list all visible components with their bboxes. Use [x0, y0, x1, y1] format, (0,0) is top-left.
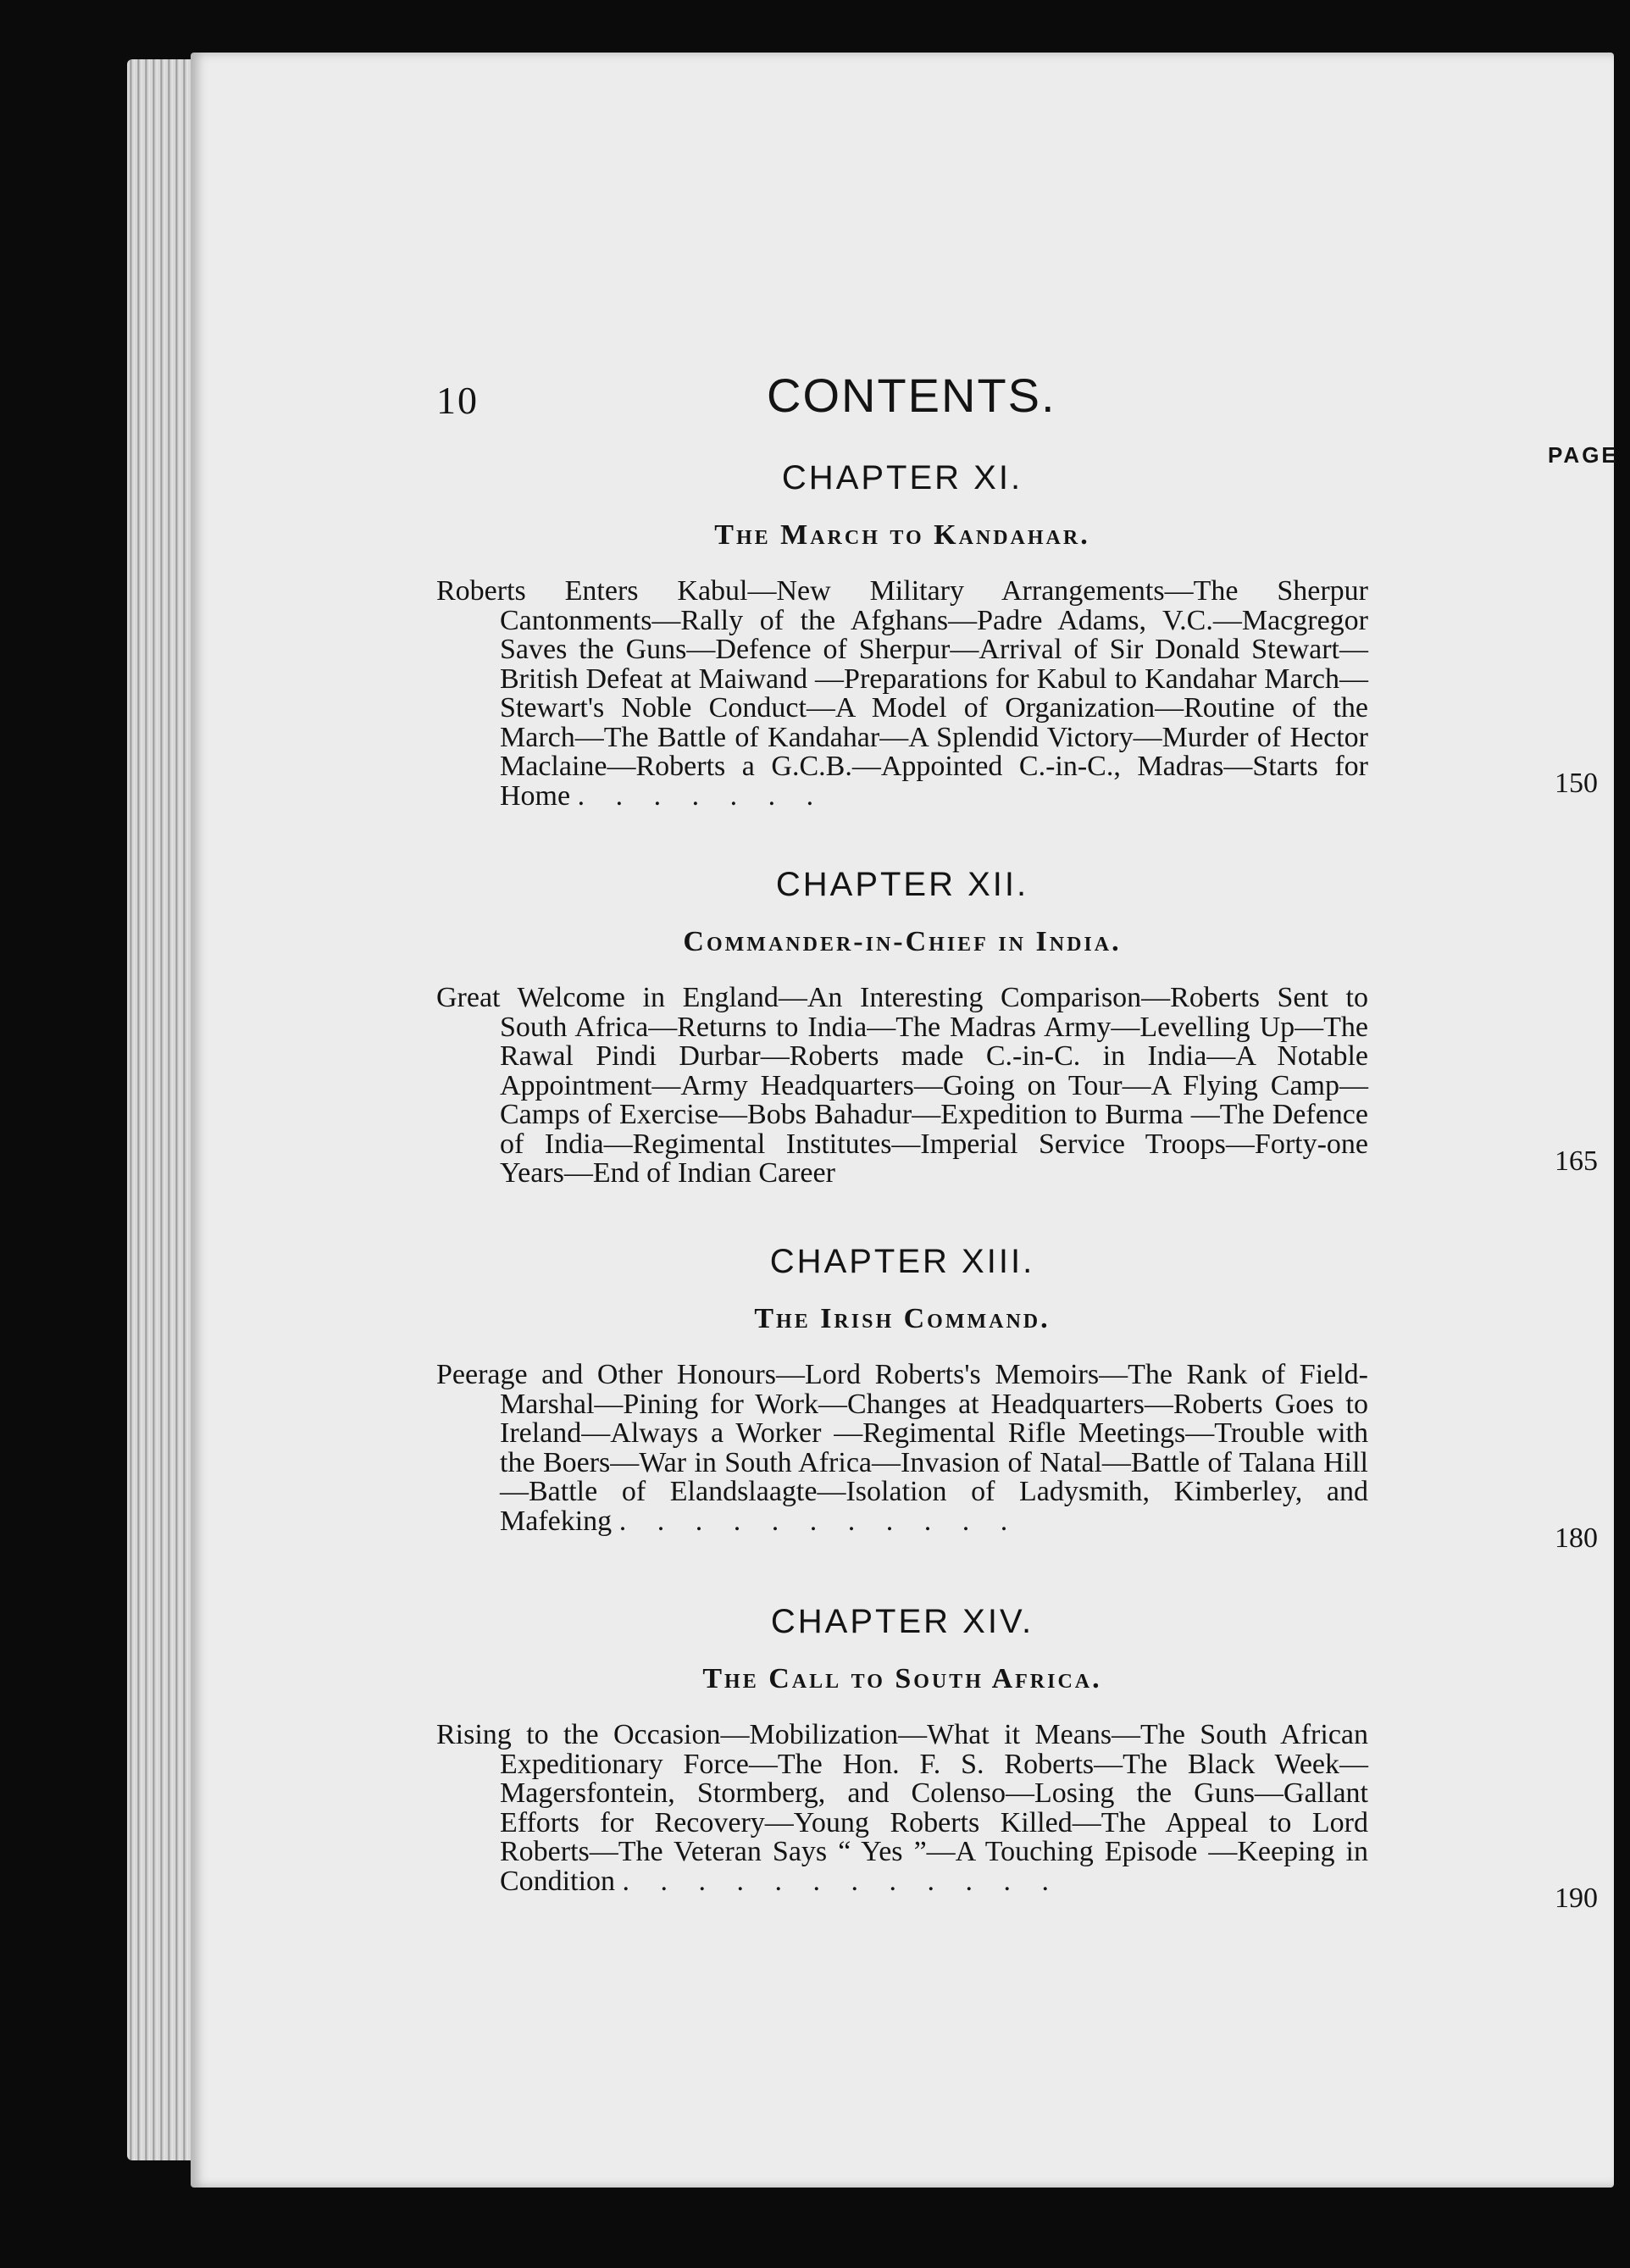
- contents-block: [436, 307, 1619, 1914]
- page-number: 180: [1555, 1522, 1598, 1554]
- chapter-title: The March to Kandahar.: [714, 519, 1090, 551]
- synopsis-text: Roberts Enters Kabul—New Military Arrangements—The Sherpur Cantonments—Rally of the Afghans—Padre Adams, V.C.—Macgregor Saves the Guns—Defence of Sherpur—Arrival of Sir Donald Stewart—British Defeat at Maiwand —Preparations for Kabul to Kandahar March—Stewart's Noble Conduct—A Model of Organization—Routine of the March—The Battle of Kandahar—A Splendid Victory—Murder of Hector Maclaine—Roberts a G.C.B.—Appointed C.-in-C., Madras—Starts for Home: [436, 575, 1368, 812]
- chapter-synopsis: [436, 984, 1368, 1189]
- page-number: 190: [1555, 1883, 1598, 1914]
- synopsis-text: Peerage and Other Honours—Lord Roberts's Memoirs—The Rank of Field-Marshal—Pining for Work—Changes at Headquarters—Roberts Goes to Ireland—Always a Worker —Regimental Rifle Meetings—Trouble with the Boers—War in South Africa—Invasion of Natal—Battle of Talana Hill—Battle of Elandslaagte—Isolation of Ladysmith, Kimberley, and Mafeking: [436, 1359, 1368, 1537]
- chapter-number: CHAPTER XIV.: [770, 1603, 1034, 1640]
- chapter-synopsis: [436, 1721, 1368, 1896]
- synopsis-text: Rising to the Occasion—Mobilization—What it Means—The South African Expeditionary Force—The Hon. F. S. Roberts—The Black Week—Magersfontein, Stormberg, and Colenso—Losing the Guns—Gallant Efforts for Recovery—Young Roberts Killed—The Appeal to Lord Roberts—The Veteran Says “ Yes ”—A Touching Episode —Keeping in Condition: [436, 1719, 1368, 1897]
- folio-number: 10: [436, 379, 479, 422]
- chapter-number: CHAPTER XI.: [781, 459, 1023, 496]
- book-page: [191, 53, 1619, 2188]
- chapter-entry: [436, 1243, 1614, 1554]
- chapter-entry: [436, 866, 1614, 1189]
- page-column-label: PAGE: [1548, 442, 1619, 468]
- running-head: [436, 307, 1619, 468]
- synopsis-text: Great Welcome in England—An Interesting Comparison—Roberts Sent to South Africa—Returns to India—The Madras Army—Levelling Up—The Rawal Pindi Durbar—Roberts made C.-in-C. in India—A Notable Appointment—Army Headquarters—Going on Tour—A Flying Camp—Camps of Exercise—Bobs Bahadur—Expedition to Burma —The Defence of India—Regimental Institutes—Imperial Service Troops—Forty-one Years—End of Indian Career: [436, 982, 1368, 1189]
- chapter-title: The Call to South Africa.: [702, 1663, 1102, 1694]
- dot-leader: . . . . . . .: [577, 779, 826, 812]
- page-title: CONTENTS.: [767, 369, 1056, 422]
- chapter-number: CHAPTER XII.: [775, 866, 1029, 903]
- chapter-entry: [436, 1603, 1614, 1914]
- dot-leader: . . . . . . . . . . . .: [622, 1865, 1062, 1897]
- chapter-title: Commander-in-Chief in India.: [683, 926, 1122, 957]
- chapter-entry: [436, 459, 1614, 811]
- chapter-title: The Irish Command.: [754, 1303, 1051, 1334]
- chapter-number: CHAPTER XIII.: [769, 1243, 1035, 1280]
- page-number: 150: [1555, 768, 1598, 799]
- page-number: 165: [1555, 1145, 1598, 1177]
- dot-leader: . . . . . . . . . . .: [618, 1505, 1020, 1537]
- chapter-synopsis: [436, 577, 1368, 811]
- chapter-synopsis: [436, 1361, 1368, 1536]
